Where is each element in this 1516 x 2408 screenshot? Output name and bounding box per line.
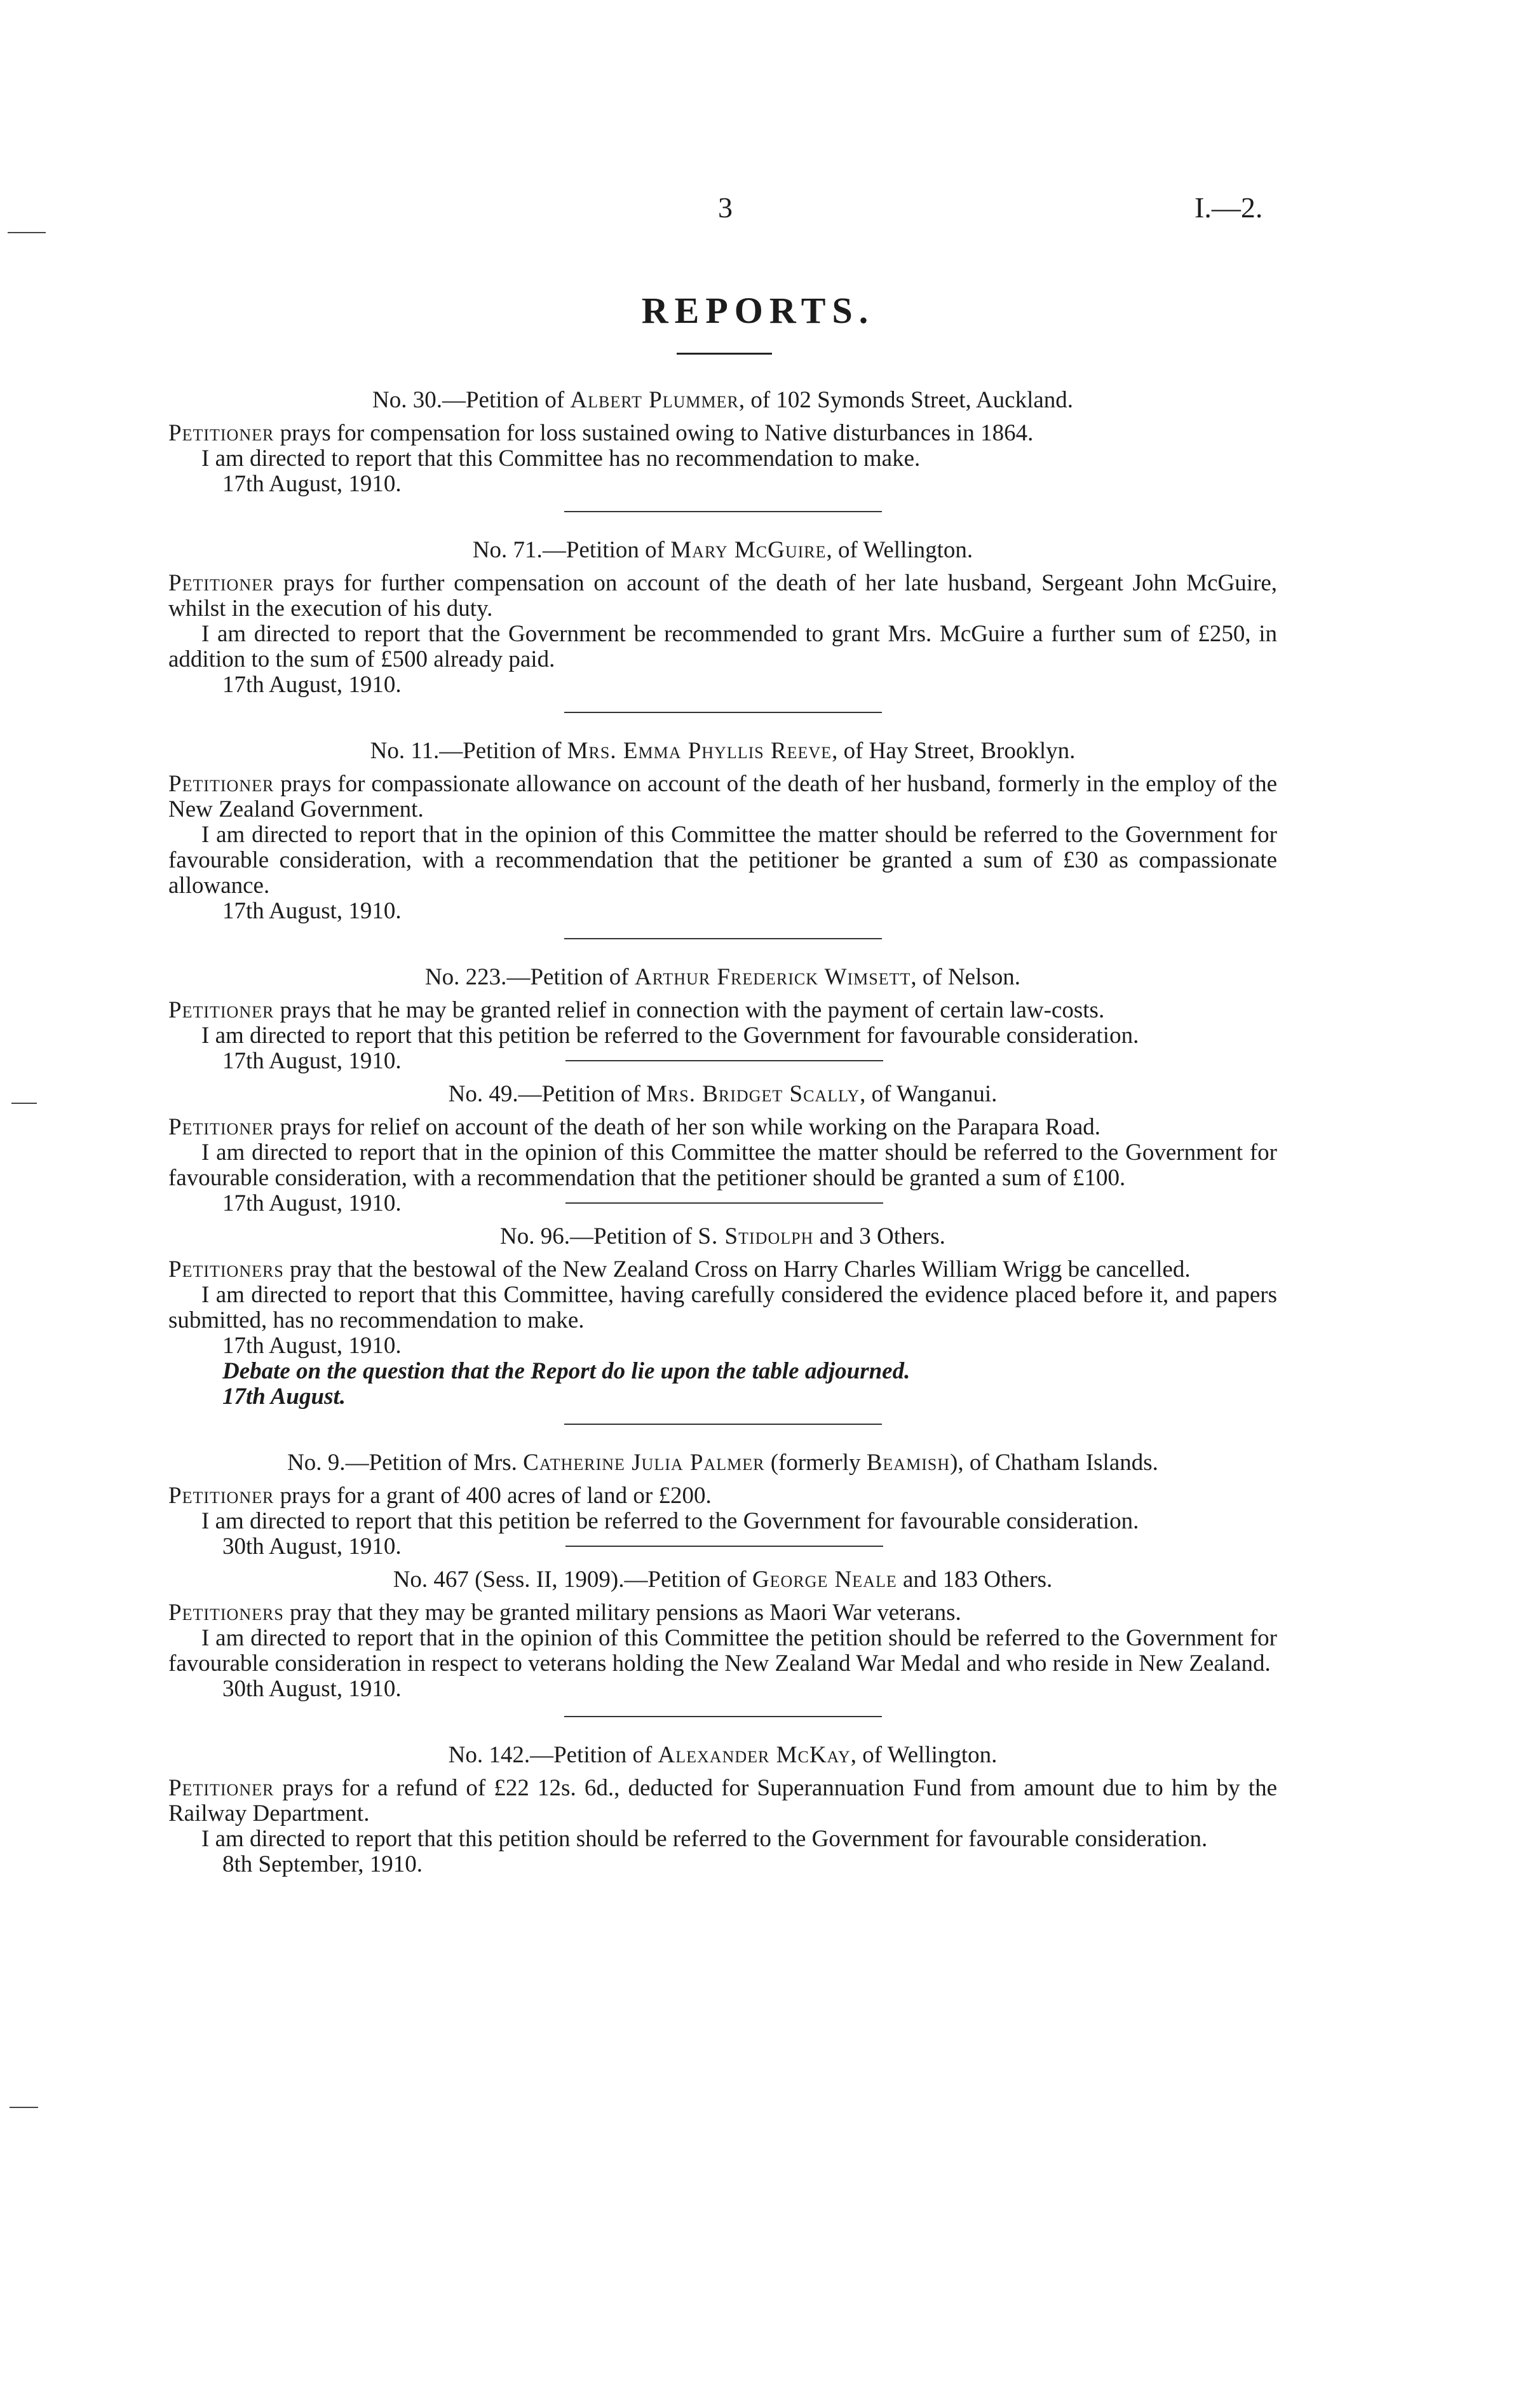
petition-prayer: Petitioner prays that he may be granted relief in connection with the payment of certain law-costs. <box>168 997 1105 1023</box>
petition-entry <box>168 738 1277 924</box>
section-divider <box>564 712 882 713</box>
petition-entry <box>168 1450 1277 1560</box>
committee-report: I am directed to report that in the opinion of this Committee the petition should be referred to the Government for favourable consideration in respect to veterans holding the New Zealand War Medal and who reside in New Zealand. <box>168 1625 1277 1677</box>
report-date: 30th August, 1910. <box>222 1534 402 1560</box>
committee-report: I am directed to report that this petition should be referred to the Government for favourable consideration. <box>201 1826 1208 1852</box>
committee-report: I am directed to report that this Committee, having carefully considered the evidence placed before it, and papers submitted, has no recommendation to make. <box>168 1282 1277 1333</box>
petition-heading: No. 30.—Petition of Albert Plummer, of 102 Symonds Street, Auckland. <box>372 387 1074 413</box>
title-rule <box>677 353 772 355</box>
petitioner-name: Mrs. Bridget Scally <box>646 1081 860 1107</box>
petitioner-name: Mary McGuire <box>670 537 827 563</box>
page-number: 3 <box>718 191 733 224</box>
committee-report: I am directed to report that the Government be recommended to grant Mrs. McGuire a further sum of £250, in addition to the sum of £500 already paid. <box>168 621 1277 672</box>
petition-entry <box>168 1082 1277 1216</box>
petition-prayer: Petitioner prays for compassionate allowance on account of the death of her husband, formerly in the employ of the New Zealand Government. <box>168 771 1277 822</box>
petition-number: No. 30. <box>372 387 442 413</box>
petition-entry <box>168 965 1277 1074</box>
petitioner-name: Alexander McKay <box>658 1742 851 1768</box>
petition-heading: No. 49.—Petition of Mrs. Bridget Scally, of Wanganui. <box>448 1081 998 1107</box>
petition-heading: No. 9.—Petition of Mrs. Catherine Julia Palmer (formerly Beamish), of Chatham Islands. <box>287 1450 1158 1476</box>
petition-entry <box>168 1567 1277 1702</box>
petition-entry <box>168 1224 1277 1410</box>
report-date: 17th August, 1910. <box>222 1333 402 1359</box>
committee-report: I am directed to report that in the opinion of this Committee the matter should be referred to the Government for favourable consideration, with a recommendation that the petitioner should be granted a sum of £100. <box>168 1139 1277 1191</box>
former-name: Beamish <box>866 1450 951 1476</box>
petition-number: No. 71. <box>472 537 543 563</box>
scan-mark <box>8 232 46 233</box>
scan-mark <box>10 2107 38 2108</box>
petition-entry <box>168 388 1277 497</box>
petitioner-name: Arthur Frederick Wimsett <box>634 964 911 990</box>
report-date: 17th August, 1910. <box>222 898 402 924</box>
committee-report: I am directed to report that this Committee has no recommendation to make. <box>201 446 921 472</box>
petition-number: No. 96. <box>500 1223 571 1249</box>
petition-number: No. 223. <box>424 964 507 990</box>
report-date: 17th August, 1910. <box>222 1190 402 1216</box>
reports-content <box>168 388 1277 1877</box>
section-divider <box>564 1424 882 1425</box>
petition-heading: No. 96.—Petition of S. Stidolph and 3 Others. <box>500 1223 945 1249</box>
debate-date: 17th August. <box>222 1384 346 1410</box>
scan-mark <box>11 1103 37 1104</box>
debate-note: Debate on the question that the Report do lie upon the table adjourned. <box>222 1358 910 1384</box>
petitioner-name: George Neale <box>752 1567 897 1593</box>
petition-entry <box>168 1743 1277 1877</box>
report-date: 17th August, 1910. <box>222 471 402 497</box>
committee-report: I am directed to report that this petition be referred to the Government for favourable consideration. <box>201 1023 1139 1049</box>
petition-prayer: Petitioner prays for further compensation on account of the death of her late husband, Sergeant John McGuire, whilst in the execution of his duty. <box>168 570 1277 622</box>
petition-number: No. 9. <box>287 1450 346 1476</box>
petition-heading: No. 142.—Petition of Alexander McKay, of Wellington. <box>448 1742 998 1768</box>
committee-report: I am directed to report that this petition be referred to the Government for favourable consideration. <box>201 1508 1139 1534</box>
petition-prayer: Petitioner prays for relief on account of the death of her son while working on the Parapara Road. <box>168 1114 1101 1140</box>
report-date: 8th September, 1910. <box>222 1851 423 1877</box>
petitioner-name: S. Stidolph <box>698 1223 814 1249</box>
report-date: 17th August, 1910. <box>222 1048 402 1074</box>
petition-number: No. 49. <box>448 1081 518 1107</box>
petition-prayer: Petitioner prays for compensation for loss sustained owing to Native disturbances in 1864. <box>168 420 1034 446</box>
petitioner-name: Mrs. Emma Phyllis Reeve <box>567 738 832 764</box>
petition-heading: No. 71.—Petition of Mary McGuire, of Wellington. <box>472 537 973 563</box>
section-divider <box>564 938 882 939</box>
petition-heading: No. 11.—Petition of Mrs. Emma Phyllis Reeve, of Hay Street, Brooklyn. <box>370 738 1076 764</box>
petition-heading: No. 223.—Petition of Arthur Frederick Wimsett, of Nelson. <box>424 964 1021 990</box>
committee-report: I am directed to report that in the opinion of this Committee the matter should be referred to the Government for favourable consideration, with a recommendation that the petitioner be granted a sum of £30 as compassionate allowance. <box>168 822 1277 899</box>
petition-prayer: Petitioner prays for a grant of 400 acres of land or £200. <box>168 1483 712 1509</box>
report-date: 17th August, 1910. <box>222 672 402 698</box>
petition-number: No. 142. <box>448 1742 531 1768</box>
petitioner-name: Catherine Julia Palmer <box>523 1450 765 1476</box>
petitioner-name: Albert Plummer <box>570 387 739 413</box>
petition-heading: No. 467 (Sess. II, 1909).—Petition of George Neale and 183 Others. <box>393 1567 1053 1593</box>
section-divider <box>564 1716 882 1717</box>
petition-prayer: Petitioner prays for a refund of £22 12s. 6d., deducted for Superannuation Fund from amount due to him by the Railway Department. <box>168 1775 1277 1826</box>
page-title: REPORTS. <box>641 290 875 331</box>
petition-number: No. 467 (Sess. II, 1909). <box>393 1567 625 1593</box>
petition-number: No. 11. <box>370 738 440 764</box>
petition-entry <box>168 538 1277 698</box>
petition-prayer: Petitioners pray that they may be granted military pensions as Maori War veterans. <box>168 1600 961 1626</box>
petition-prayer: Petitioners pray that the bestowal of the New Zealand Cross on Harry Charles William Wrigg be cancelled. <box>168 1256 1191 1282</box>
report-date: 30th August, 1910. <box>222 1676 402 1702</box>
section-divider <box>564 511 882 512</box>
page-reference: I.—2. <box>1195 191 1263 224</box>
